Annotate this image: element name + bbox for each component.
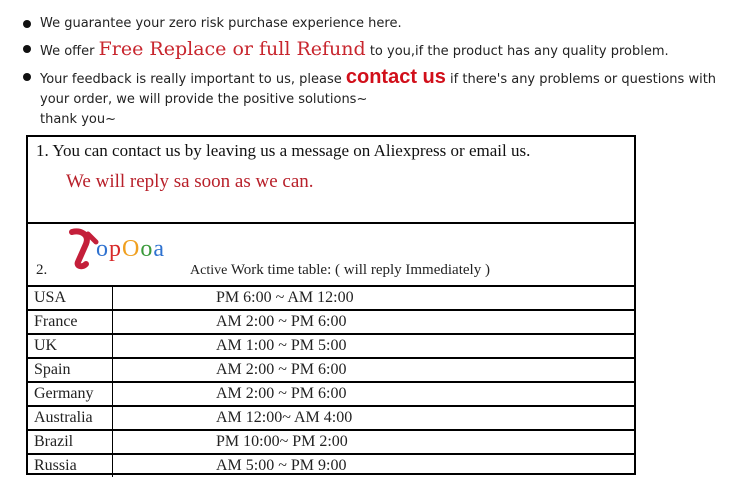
time-cell: AM 1:00 ~ PM 5:00 xyxy=(216,337,347,354)
table-row xyxy=(28,407,634,431)
country-cell: Brazil xyxy=(34,433,74,450)
bullet-text: if there's any problems or questions with your order, we will provide the positive solutions~ xyxy=(40,72,717,107)
contact-us-highlight: contact us xyxy=(345,66,446,88)
contact-section xyxy=(28,137,634,224)
column-divider xyxy=(112,383,113,405)
column-divider xyxy=(112,335,113,357)
table-row xyxy=(28,287,634,311)
time-cell: PM 6:00 ~ AM 12:00 xyxy=(216,289,354,306)
work-time-title: Work time table: ( will reply Immediately ) xyxy=(230,262,490,278)
reply-note: We will reply sa soon as we can. xyxy=(66,171,314,192)
time-cell: AM 12:00~ AM 4:00 xyxy=(216,409,353,426)
country-cell: France xyxy=(34,313,78,330)
bullet-text: We offer xyxy=(40,44,99,59)
country-cell: Spain xyxy=(34,361,71,378)
thank-you-text: thank you~ xyxy=(40,112,116,127)
table-row xyxy=(28,311,634,335)
table-row xyxy=(28,335,634,359)
time-cell: AM 5:00 ~ PM 9:00 xyxy=(216,457,347,474)
schedule-table xyxy=(28,287,634,477)
country-cell: Australia xyxy=(34,409,93,426)
time-cell: AM 2:00 ~ PM 6:00 xyxy=(216,313,347,330)
bullet-text: Your feedback is really important to us, please xyxy=(40,72,346,87)
work-time-heading xyxy=(190,262,490,279)
bullet-text: We guarantee your zero risk purchase experience here. xyxy=(40,16,402,31)
table-row xyxy=(28,359,634,383)
column-divider xyxy=(112,455,113,477)
time-cell: AM 2:00 ~ PM 6:00 xyxy=(216,361,347,378)
column-divider xyxy=(112,407,113,429)
bullet-dot-icon xyxy=(23,73,31,81)
contact-instruction: 1. You can contact us by leaving us a message on Aliexpress or email us. xyxy=(36,141,531,160)
refund-highlight: Free Replace or full Refund xyxy=(98,38,366,60)
column-divider xyxy=(112,287,113,309)
bullet-refund xyxy=(18,39,743,62)
brand-logo xyxy=(68,228,188,272)
work-time-section xyxy=(28,224,634,287)
time-cell: AM 2:00 ~ PM 6:00 xyxy=(216,385,347,402)
active-label: Active xyxy=(190,263,228,278)
country-cell: UK xyxy=(34,337,58,354)
time-cell: PM 10:00~ PM 2:00 xyxy=(216,433,348,450)
contact-box xyxy=(26,135,636,475)
section-number: 2. xyxy=(36,262,48,278)
table-row xyxy=(28,455,634,477)
column-divider xyxy=(112,431,113,453)
bullet-dot-icon xyxy=(23,20,31,28)
bullet-text: to you,if the product has any quality problem. xyxy=(365,44,669,59)
logo-wordmark: opOoa xyxy=(96,236,165,262)
column-divider xyxy=(112,359,113,381)
bullet-guarantee xyxy=(18,14,743,34)
country-cell: USA xyxy=(34,289,67,306)
table-row xyxy=(28,383,634,407)
table-row xyxy=(28,431,634,455)
bullet-feedback xyxy=(18,67,743,130)
country-cell: Russia xyxy=(34,457,77,474)
column-divider xyxy=(112,311,113,333)
country-cell: Germany xyxy=(34,385,94,402)
bullet-dot-icon xyxy=(23,45,31,53)
guarantee-bullets xyxy=(18,14,743,135)
